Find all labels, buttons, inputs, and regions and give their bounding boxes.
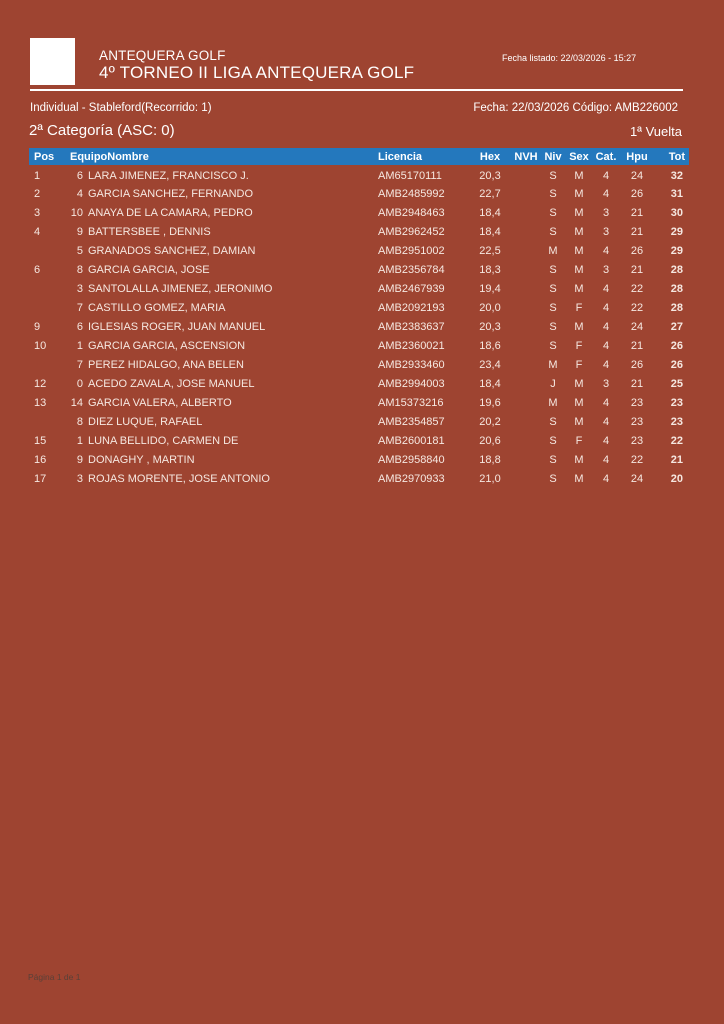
cell-nvh	[512, 336, 540, 355]
cell-equipo: 1	[76, 434, 83, 447]
cell-sex: F	[575, 358, 583, 371]
page-number: Página 1 de 1	[28, 972, 81, 982]
cell-hpu: 23	[630, 415, 644, 428]
cell-tot: 26	[670, 358, 683, 371]
cell-equipo: 7	[76, 358, 83, 371]
cell-hex: 19,4	[479, 282, 501, 295]
cell-equipo: 10	[70, 206, 83, 219]
cell-pos: 13	[34, 396, 47, 409]
cell-pos: 17	[34, 472, 47, 485]
col-header-tot: Tot	[654, 148, 689, 165]
cell-equipo: 7	[76, 301, 83, 314]
cell-equipo: 6	[76, 170, 83, 182]
cell-pos: 2	[34, 187, 41, 200]
cell-nvh	[512, 317, 540, 336]
date-and-code: Fecha: 22/03/2026 Código: AMB226002	[473, 102, 678, 114]
cell-licencia: AMB2485992	[378, 187, 445, 200]
cell-tot: 31	[670, 187, 683, 200]
cell-licencia: AMB2360021	[378, 339, 445, 352]
cell-pos: 12	[34, 377, 47, 390]
col-header-nvh: NVH	[512, 148, 540, 165]
cell-cat: 4	[602, 358, 610, 371]
cell-licencia: AMB2092193	[378, 301, 445, 314]
cell-niv: M	[548, 396, 558, 409]
cell-nombre: ACEDO ZAVALA, JOSE MANUEL	[88, 377, 255, 390]
cell-cat: 4	[602, 282, 610, 295]
club-logo	[30, 38, 75, 85]
cell-hex: 20,2	[479, 415, 501, 428]
cell-hex: 20,3	[479, 170, 501, 182]
cell-cat: 4	[602, 453, 610, 466]
table-row	[29, 393, 689, 412]
table-row	[29, 184, 689, 203]
cell-cat: 4	[602, 244, 610, 257]
cell-pos: 10	[34, 339, 47, 352]
cell-hpu: 26	[630, 244, 644, 257]
cell-hpu: 21	[630, 206, 644, 219]
cell-nombre: GARCIA GARCIA, ASCENSION	[88, 339, 246, 352]
cell-cat: 3	[602, 225, 610, 238]
cell-sex: M	[574, 320, 584, 333]
cell-hpu: 22	[630, 282, 644, 295]
cell-cat: 4	[602, 320, 610, 333]
cell-niv: S	[549, 301, 557, 314]
table-row	[29, 260, 689, 279]
cell-cat: 3	[602, 377, 610, 390]
cell-pos: 16	[34, 453, 47, 466]
cell-niv: S	[549, 170, 557, 182]
cell-equipo: 8	[76, 415, 83, 428]
cell-cat: 4	[602, 396, 610, 409]
cell-sex: M	[574, 206, 584, 219]
cell-hex: 21,0	[479, 472, 501, 485]
cell-sex: M	[574, 244, 584, 257]
col-header-sex: Sex	[566, 148, 592, 165]
table-row	[29, 222, 689, 241]
cell-hex: 18,4	[479, 377, 501, 390]
cell-nombre: LUNA BELLIDO, CARMEN DE	[88, 434, 239, 447]
cell-nvh	[512, 279, 540, 298]
cell-pos: 9	[34, 320, 41, 333]
col-header-niv: Niv	[540, 148, 566, 165]
cell-nvh	[512, 374, 540, 393]
cell-niv: S	[549, 339, 557, 352]
cell-tot: 27	[670, 320, 683, 333]
cell-nvh	[512, 431, 540, 450]
cell-niv: M	[548, 358, 558, 371]
cell-licencia: AMB2958840	[378, 453, 445, 466]
cell-pos	[29, 279, 70, 298]
cell-nvh	[512, 450, 540, 469]
cell-hpu: 23	[630, 434, 644, 447]
cell-licencia: AMB2933460	[378, 358, 445, 371]
cell-nvh	[512, 298, 540, 317]
results-rows	[29, 165, 689, 488]
tournament-title: 4º TORNEO II LIGA ANTEQUERA GOLF	[99, 63, 415, 82]
cell-hpu: 22	[630, 453, 644, 466]
cell-sex: M	[574, 453, 584, 466]
cell-equipo: 8	[76, 263, 83, 276]
col-header-hex: Hex	[468, 148, 512, 165]
cell-niv: S	[549, 434, 557, 447]
cell-nombre: CASTILLO GOMEZ, MARIA	[88, 301, 226, 314]
table-row	[29, 298, 689, 317]
table-row	[29, 165, 689, 184]
cell-hex: 20,6	[479, 434, 501, 447]
cell-nvh	[512, 393, 540, 412]
table-row	[29, 317, 689, 336]
cell-sex: F	[575, 301, 583, 314]
col-header-equipo-nombre: EquipoNombre	[70, 148, 378, 165]
cell-equipo: 3	[76, 472, 83, 485]
cell-hpu: 21	[630, 339, 644, 352]
table-row	[29, 336, 689, 355]
header-titles	[99, 48, 414, 83]
cell-equipo: 6	[76, 320, 83, 333]
cell-hex: 22,5	[479, 244, 501, 257]
cell-niv: S	[549, 206, 557, 219]
cell-sex: M	[574, 472, 584, 485]
cell-licencia: AM65170111	[378, 170, 442, 182]
cell-hpu: 24	[630, 320, 644, 333]
cell-hex: 22,7	[479, 187, 501, 200]
cell-hpu: 26	[630, 358, 644, 371]
header-row	[29, 148, 689, 165]
cell-niv: S	[549, 263, 557, 276]
cell-hex: 18,4	[479, 225, 501, 238]
cell-hpu: 23	[630, 396, 644, 409]
col-header-licencia: Licencia	[378, 148, 468, 165]
cell-hex: 23,4	[479, 358, 501, 371]
cell-hex: 19,6	[479, 396, 501, 409]
cell-cat: 4	[602, 415, 610, 428]
cell-niv: M	[548, 244, 558, 257]
cell-pos	[29, 298, 70, 317]
cell-nombre: ROJAS MORENTE, JOSE ANTONIO	[88, 472, 270, 485]
cell-tot: 28	[670, 263, 683, 276]
cell-hpu: 22	[630, 301, 644, 314]
cell-equipo: 9	[76, 225, 83, 238]
cell-nombre: SANTOLALLA JIMENEZ, JERONIMO	[88, 282, 273, 295]
cell-nombre: GARCIA SANCHEZ, FERNANDO	[88, 187, 254, 200]
cell-tot: 28	[670, 301, 683, 314]
cell-licencia: AMB2948463	[378, 206, 445, 219]
cell-nombre: DIEZ LUQUE, RAFAEL	[88, 415, 203, 428]
cell-equipo: 9	[76, 453, 83, 466]
cell-licencia: AMB2951002	[378, 244, 445, 257]
cell-licencia: AMB2467939	[378, 282, 445, 295]
cell-hex: 20,0	[479, 301, 501, 314]
cell-sex: M	[574, 187, 584, 200]
cell-nombre: ANAYA DE LA CAMARA, PEDRO	[88, 206, 253, 219]
cell-niv: S	[549, 472, 557, 485]
cell-sex: F	[575, 434, 583, 447]
cell-pos: 6	[34, 263, 41, 276]
cell-tot: 29	[670, 244, 683, 257]
cell-sex: M	[574, 282, 584, 295]
cell-nombre: PEREZ HIDALGO, ANA BELEN	[88, 358, 244, 371]
cell-hpu: 24	[630, 472, 644, 485]
cell-cat: 3	[602, 263, 610, 276]
table-row	[29, 431, 689, 450]
cell-nvh	[512, 260, 540, 279]
cell-nvh	[512, 412, 540, 431]
cell-hpu: 21	[630, 263, 644, 276]
cell-nvh	[512, 203, 540, 222]
cell-equipo: 14	[70, 396, 83, 409]
cell-pos	[29, 241, 70, 260]
cell-equipo: 4	[76, 187, 83, 200]
cell-pos	[29, 355, 70, 374]
table-row	[29, 412, 689, 431]
table-row	[29, 374, 689, 393]
cell-tot: 26	[670, 339, 683, 352]
cell-cat: 4	[602, 170, 610, 182]
cell-cat: 4	[602, 339, 610, 352]
cell-nvh	[512, 469, 540, 488]
cell-nombre: BATTERSBEE , DENNIS	[88, 225, 211, 238]
cell-licencia: AMB2383637	[378, 320, 445, 333]
cell-niv: J	[550, 377, 556, 390]
cell-cat: 4	[602, 187, 610, 200]
results-table	[29, 148, 689, 488]
col-header-hpu: Hpu	[620, 148, 654, 165]
table-row	[29, 355, 689, 374]
cell-tot: 23	[670, 396, 683, 409]
cell-nombre: GRANADOS SANCHEZ, DAMIAN	[88, 244, 256, 257]
cell-hpu: 21	[630, 377, 644, 390]
table-row	[29, 279, 689, 298]
cell-nombre: GARCIA VALERA, ALBERTO	[88, 396, 232, 409]
cell-tot: 20	[670, 472, 683, 485]
cell-nvh	[512, 241, 540, 260]
cell-hex: 18,3	[479, 263, 501, 276]
cell-equipo: 3	[76, 282, 83, 295]
cell-licencia: AMB2962452	[378, 225, 445, 238]
header-divider	[30, 89, 683, 91]
cell-nombre: GARCIA GARCIA, JOSE	[88, 263, 210, 276]
round-label: 1ª Vuelta	[629, 124, 682, 139]
competition-format: Individual - Stableford(Recorrido: 1)	[30, 102, 212, 114]
cell-niv: S	[549, 320, 557, 333]
cell-pos: 1	[34, 170, 41, 182]
cell-equipo: 0	[76, 377, 83, 390]
results-table-header	[29, 148, 689, 165]
cell-tot: 21	[670, 453, 683, 466]
cell-hex: 18,6	[479, 339, 501, 352]
cell-tot: 28	[670, 282, 683, 295]
cell-tot: 25	[670, 377, 683, 390]
cell-licencia: AM15373216	[378, 396, 444, 409]
cell-niv: S	[549, 187, 557, 200]
cell-sex: F	[575, 339, 583, 352]
cell-cat: 4	[602, 434, 610, 447]
cell-hex: 18,8	[479, 453, 501, 466]
table-row	[29, 450, 689, 469]
cell-hpu: 24	[630, 170, 644, 182]
cell-sex: M	[574, 225, 584, 238]
cell-nvh	[512, 165, 540, 184]
cell-sex: M	[574, 396, 584, 409]
cell-tot: 23	[670, 415, 683, 428]
cell-licencia: AMB2970933	[378, 472, 445, 485]
cell-nvh	[512, 222, 540, 241]
cell-licencia: AMB2994003	[378, 377, 445, 390]
cell-sex: M	[574, 415, 584, 428]
table-row	[29, 203, 689, 222]
cell-cat: 4	[602, 472, 610, 485]
cell-pos: 15	[34, 434, 47, 447]
cell-hpu: 21	[630, 225, 644, 238]
cell-tot: 22	[670, 434, 683, 447]
cell-niv: S	[549, 415, 557, 428]
cell-nvh	[512, 355, 540, 374]
cell-nombre: LARA JIMENEZ, FRANCISCO J.	[88, 170, 249, 182]
cell-hpu: 26	[630, 187, 644, 200]
cell-tot: 29	[670, 225, 683, 238]
cell-licencia: AMB2356784	[378, 263, 445, 276]
col-header-cat: Cat.	[592, 148, 620, 165]
cell-niv: S	[549, 282, 557, 295]
cell-tot: 32	[670, 170, 683, 182]
cell-sex: M	[574, 377, 584, 390]
cell-cat: 4	[602, 301, 610, 314]
cell-nombre: IGLESIAS ROGER, JUAN MANUEL	[88, 320, 266, 333]
cell-equipo: 1	[76, 339, 83, 352]
cell-licencia: AMB2354857	[378, 415, 445, 428]
table-row	[29, 241, 689, 260]
table-row	[29, 469, 689, 488]
cell-niv: S	[549, 453, 557, 466]
cell-nvh	[512, 184, 540, 203]
cell-equipo: 5	[76, 244, 83, 257]
cell-hex: 18,4	[479, 206, 501, 219]
cell-pos: 4	[34, 225, 41, 238]
cell-sex: M	[574, 263, 584, 276]
cell-sex: M	[574, 170, 584, 182]
club-name: ANTEQUERA GOLF	[99, 48, 226, 63]
cell-pos	[29, 412, 70, 431]
listed-date: Fecha listado: 22/03/2026 - 15:27	[502, 53, 637, 63]
col-header-pos: Pos	[29, 148, 70, 165]
cell-cat: 3	[602, 206, 610, 219]
cell-pos: 3	[34, 206, 41, 219]
category-title: 2ª Categoría (ASC: 0)	[29, 122, 175, 139]
cell-licencia: AMB2600181	[378, 434, 445, 447]
cell-niv: S	[549, 225, 557, 238]
cell-hex: 20,3	[479, 320, 501, 333]
cell-tot: 30	[670, 206, 683, 219]
cell-nombre: DONAGHY , MARTIN	[88, 453, 195, 466]
